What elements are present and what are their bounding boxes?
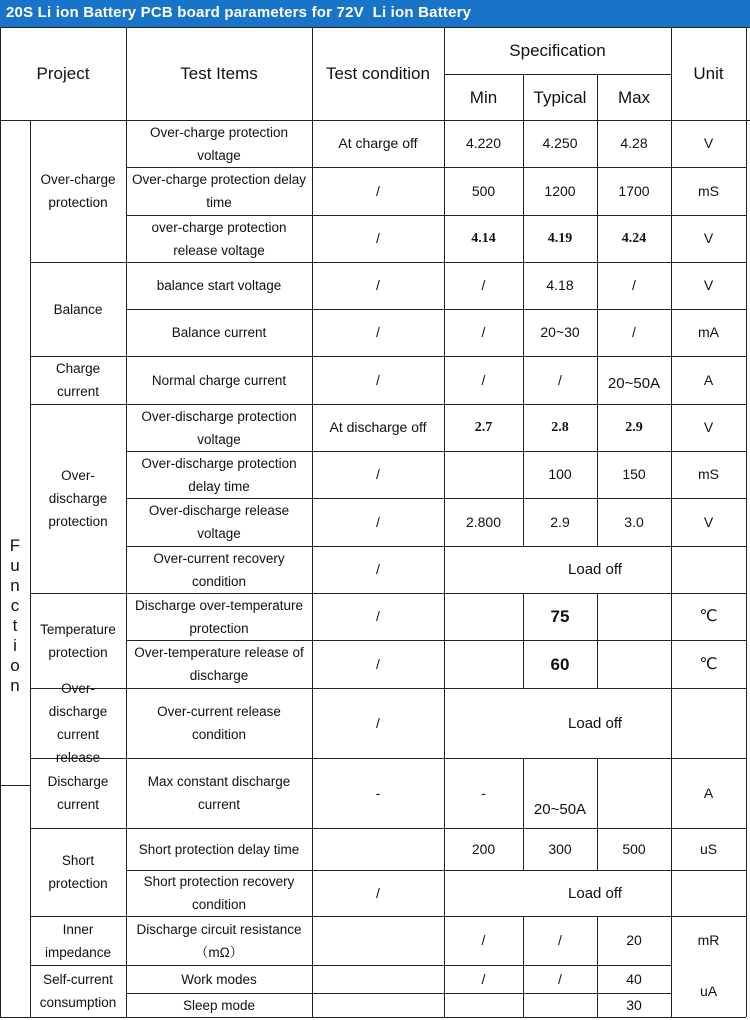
header-test-items: Test Items xyxy=(180,64,258,83)
row-0-unit: V xyxy=(703,135,714,151)
row-13-unit: A xyxy=(703,784,714,801)
row-16-max: 20 xyxy=(626,932,642,948)
row-14-typical: 300 xyxy=(548,840,572,857)
row-2-condition: / xyxy=(376,230,380,246)
row-5-typical: / xyxy=(558,371,562,388)
header-specification: Specification xyxy=(509,41,606,60)
row-15-item: Short protection recovery condition xyxy=(143,874,295,912)
row-3-item: balance start voltage xyxy=(156,278,282,293)
row-2-max: 4.24 xyxy=(621,231,647,246)
row-3-unit: V xyxy=(703,277,714,293)
row-16-condition xyxy=(312,916,444,965)
row-17-max: 40 xyxy=(626,970,642,987)
row-6-max: 2.9 xyxy=(625,420,643,435)
row-14-max: 500 xyxy=(622,840,646,857)
row-6-condition: At discharge off xyxy=(329,419,427,435)
row-18-min xyxy=(444,993,523,1017)
row-14-condition xyxy=(312,828,444,870)
row-5-unit: A xyxy=(703,371,714,388)
row-7-item: Over-discharge protection delay time xyxy=(141,455,297,494)
row-4-typical: 20~30 xyxy=(540,324,580,340)
row-4-item: Balance current xyxy=(171,325,267,340)
row-7-unit: mS xyxy=(698,466,719,482)
row-18-max: 30 xyxy=(626,996,642,1013)
row-5-item: Normal charge current xyxy=(151,372,287,388)
header-project: Project xyxy=(36,64,90,83)
row-2-item: over-charge protection release voltage xyxy=(151,219,287,258)
row-16-item: Discharge circuit resistance （mΩ） xyxy=(136,921,302,960)
row-6-unit: V xyxy=(703,419,714,435)
row-12-item: Over-current release condition xyxy=(157,704,281,742)
row-16-typical: / xyxy=(558,932,562,948)
row-8-typical: 2.9 xyxy=(550,513,570,530)
row-7-max: 150 xyxy=(622,466,646,482)
header-max: Max xyxy=(617,87,651,107)
row-8-item: Over-discharge release voltage xyxy=(148,503,290,541)
row-11-typical: 60 xyxy=(550,654,570,674)
row-8-min: 2.800 xyxy=(465,513,502,530)
row-15-spec: Load off xyxy=(568,884,622,902)
row-4-max: / xyxy=(632,324,636,340)
header-unit: Unit xyxy=(693,64,724,83)
row-9-item: Over-current recovery condition xyxy=(153,550,285,589)
row-2-min: 4.14 xyxy=(471,231,496,246)
row-7-typical: 100 xyxy=(548,466,572,482)
project-od-current-release: Over-discharge current release xyxy=(48,681,108,765)
row-1-item: Over-charge protection delay time xyxy=(131,172,307,210)
project-temperature: Temperature protection xyxy=(40,621,116,660)
header-min: Min xyxy=(469,87,498,107)
row-7-condition: / xyxy=(376,466,380,482)
row-14-min: 200 xyxy=(471,840,496,857)
row-10-condition: / xyxy=(376,608,380,624)
row-10-typical: 75 xyxy=(550,607,570,626)
function-label: F u n c t i o n xyxy=(9,536,21,695)
row-10-unit: ℃ xyxy=(699,608,718,625)
row-1-condition: / xyxy=(376,182,380,199)
row-11-condition: / xyxy=(376,655,380,672)
project-inner-impedance: Inner impedance xyxy=(44,921,112,960)
row-16-unit: mR xyxy=(697,932,720,948)
row-8-unit: V xyxy=(703,513,714,530)
project-balance: Balance xyxy=(53,301,103,317)
row-6-typical: 2.8 xyxy=(551,420,569,435)
row-1-typical: 1200 xyxy=(544,182,576,199)
row-0-condition: At charge off xyxy=(338,135,418,151)
row-17-condition xyxy=(312,965,444,993)
row-16-min: / xyxy=(481,932,486,948)
row-17-min: / xyxy=(481,970,486,987)
project-overcharge: Over-charge protection xyxy=(40,172,116,210)
page-title: 20S Li ion Battery PCB board parameters for 72V Li ion Battery xyxy=(6,4,472,21)
project-discharge-current: Discharge current xyxy=(47,774,109,812)
row-1-min: 500 xyxy=(471,182,496,199)
row-10-item: Discharge over-temperature protection xyxy=(134,597,304,636)
row-4-unit: mA xyxy=(698,324,719,340)
row-5-min: / xyxy=(481,371,486,388)
row-7-min xyxy=(444,451,523,498)
row-13-condition: - xyxy=(375,784,381,801)
project-short-protection: Short protection xyxy=(48,853,108,891)
row-2-unit: V xyxy=(703,230,714,246)
row-17-typical: / xyxy=(558,970,562,987)
row-3-max: / xyxy=(632,277,636,293)
row-11-item: Over-temperature release of discharge xyxy=(134,645,304,683)
row-0-max: 4.28 xyxy=(620,135,648,151)
row-2-typical: 4.19 xyxy=(547,231,573,246)
project-overdischarge: Over-discharge protection xyxy=(48,468,108,529)
row-0-item: Over-charge protection voltage xyxy=(149,124,289,163)
row-3-min: / xyxy=(481,277,486,293)
row-9-condition: / xyxy=(376,561,380,577)
row-12-condition: / xyxy=(376,714,380,731)
row-5-max: 20~50A xyxy=(607,374,661,392)
row-0-min: 4.220 xyxy=(465,135,502,151)
header-test-condition: Test condition xyxy=(326,64,430,83)
row-3-typical: 4.18 xyxy=(546,277,574,293)
row-14-unit: uS xyxy=(699,840,718,857)
row-0-typical: 4.250 xyxy=(542,135,578,151)
row-13-item: Max constant discharge current xyxy=(147,774,291,812)
row-15-condition: / xyxy=(376,884,380,901)
row-17-unit: uA xyxy=(699,982,718,999)
row-4-min: / xyxy=(481,324,486,340)
row-18-item: Sleep mode xyxy=(182,997,256,1013)
row-18-condition xyxy=(312,993,444,1017)
row-18-typical xyxy=(523,993,597,1017)
row-8-max: 3.0 xyxy=(624,513,644,530)
row-12-spec: Load off xyxy=(568,714,622,732)
row-17-item: Work modes xyxy=(181,971,257,987)
row-13-min: - xyxy=(481,784,486,801)
row-4-condition: / xyxy=(376,324,380,340)
row-8-condition: / xyxy=(376,513,380,530)
row-3-condition: / xyxy=(376,277,380,293)
row-9-spec: Load off xyxy=(568,561,622,578)
project-self-current: Self-current consumption xyxy=(39,972,117,1010)
row-14-item: Short protection delay time xyxy=(138,841,300,857)
row-6-min: 2.7 xyxy=(474,420,493,435)
row-13-typical: 20~50A xyxy=(533,800,587,818)
row-1-unit: mS xyxy=(698,182,719,199)
project-charge-current: Charge current xyxy=(55,361,101,399)
row-5-condition: / xyxy=(376,371,380,388)
row-6-item: Over-discharge protection voltage xyxy=(141,408,297,447)
row-1-max: 1700 xyxy=(618,182,650,199)
row-11-unit: ℃ xyxy=(699,655,718,673)
header-typical: Typical xyxy=(533,87,587,107)
